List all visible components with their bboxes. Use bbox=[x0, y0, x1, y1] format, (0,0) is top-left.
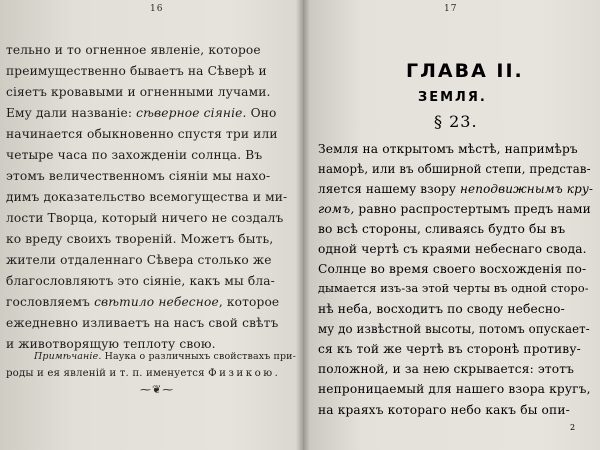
section-number: § 23. bbox=[434, 112, 478, 131]
text-line: на краяхъ котораго небо какъ бы опи- bbox=[318, 403, 570, 417]
text-fragment: Ему дали названіе: bbox=[6, 106, 133, 120]
text-line: непроницаемый для нашего взора кругъ, bbox=[318, 382, 591, 396]
footnote-text: роды и ея явленій и т. п. именуется bbox=[6, 368, 205, 379]
text-line: нѣ неба, восходитъ по своду небесно- bbox=[318, 302, 565, 316]
text-line: Земля на открытомъ мѣстѣ, напримѣръ bbox=[318, 142, 578, 156]
emphasis-heavenly-light: свѣтило небесное bbox=[94, 295, 219, 309]
text-line: преимущественно бываетъ на Сѣверѣ и bbox=[6, 64, 267, 78]
text-line: дымается изъ-за этой черты въ одной сторо- bbox=[318, 282, 589, 295]
footnote-text: Наука о различныхъ свойствахъ при- bbox=[104, 351, 296, 362]
chapter-title: ГЛАВА II. bbox=[406, 60, 524, 82]
ornament-divider: ⁓❦⁓ bbox=[140, 383, 175, 396]
text-line: жители отдаленнаго Сѣвера столько же bbox=[6, 253, 272, 267]
page-number-right: 17 bbox=[444, 4, 458, 14]
text-fragment: гословляемъ bbox=[6, 295, 91, 309]
text-fragment: , которое bbox=[218, 295, 280, 309]
text-line bbox=[6, 294, 279, 310]
text-line: тельно и то огненное явленіе, которое bbox=[6, 43, 261, 57]
emphasis-circle-end: гомъ, bbox=[318, 202, 355, 216]
text-line: сіяетъ кровавыми и огненными лучами. bbox=[6, 85, 271, 99]
emphasis-immovable-circle: неподвижнымъ кру- bbox=[460, 182, 594, 196]
text-fragment: равно распростертымъ предъ нами bbox=[358, 202, 591, 216]
text-line: ся къ той же чертѣ въ сторонѣ противу- bbox=[318, 342, 581, 356]
emphasis-northern-lights: сѣверное сіяніе. bbox=[136, 106, 247, 120]
text-fragment: Оно bbox=[250, 106, 277, 120]
text-line: начинается обыкновенно спустя три или bbox=[6, 127, 278, 141]
text-line: положной, и за нею скрывается: этотъ bbox=[318, 362, 575, 376]
text-line: одной чертѣ съ краями небеснаго свода. bbox=[318, 242, 587, 256]
text-line bbox=[6, 105, 276, 121]
text-fragment: ляется нашему взору bbox=[318, 182, 457, 196]
chapter-subtitle: ЗЕМЛЯ. bbox=[418, 90, 487, 105]
text-line bbox=[318, 181, 593, 197]
text-line: этомъ величественномъ сіяніи мы нахо- bbox=[6, 169, 271, 183]
footnote-line bbox=[6, 366, 280, 382]
text-line: наморѣ, или въ обширной степи, представ- bbox=[318, 162, 591, 176]
text-line: му до извѣстной высоты, потомъ опускает- bbox=[318, 322, 590, 336]
footnote-line bbox=[34, 349, 296, 365]
text-line: во всѣ стороны, сливаясь будто бы въ bbox=[318, 222, 566, 236]
footnote-label: Примѣчаніе. bbox=[34, 351, 102, 362]
text-line: благословляютъ это сіяніе, какъ мы бла- bbox=[6, 274, 275, 288]
text-line: ко вреду своихъ твореній. Можетъ быть, bbox=[6, 232, 274, 246]
text-line: димъ доказательство всемогущества и ми- bbox=[6, 190, 288, 204]
text-line: и животворящую теплоту свою. bbox=[6, 337, 216, 351]
text-line bbox=[318, 201, 591, 217]
text-line: четыре часа по захожденіи солнца. Въ bbox=[6, 148, 263, 162]
corner-mark: 2 bbox=[570, 423, 576, 432]
text-line: Солнце во время своего восхожденія по- bbox=[318, 262, 587, 276]
footnote-term: Физикою. bbox=[208, 368, 281, 379]
text-line: ежедневно изливаетъ на насъ свой свѣтъ bbox=[6, 316, 279, 330]
text-line: лости Творца, который ничего не создалъ bbox=[6, 211, 284, 225]
book-gutter bbox=[296, 0, 310, 450]
page-number-left: 16 bbox=[150, 4, 164, 14]
